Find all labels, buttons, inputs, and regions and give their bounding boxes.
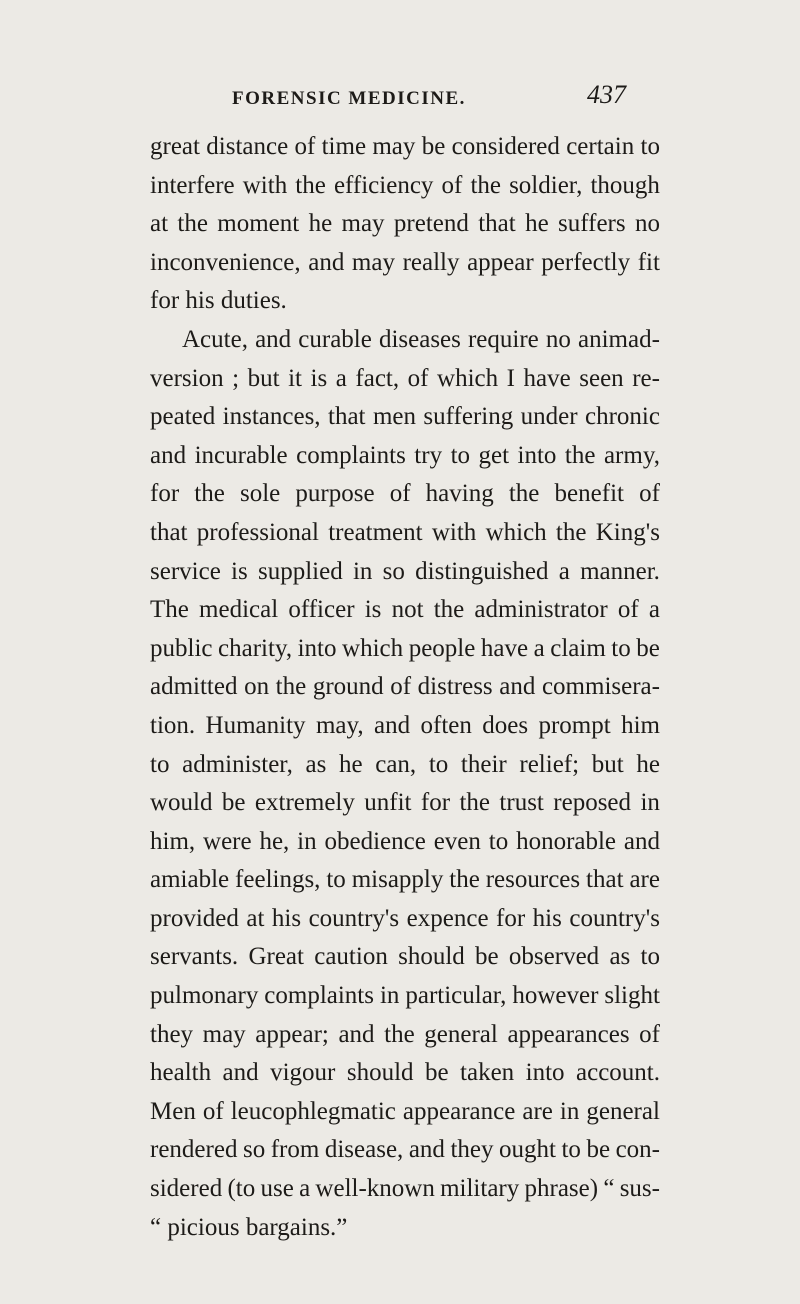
word: distance (206, 133, 289, 160)
word: should (398, 943, 465, 971)
word: considered (451, 133, 560, 160)
word: having (425, 480, 494, 508)
word: sus- (619, 1175, 660, 1203)
text-line (150, 514, 660, 553)
word: country's (569, 904, 660, 932)
word: even (433, 827, 481, 855)
word: with (242, 171, 288, 199)
text-line (150, 1054, 660, 1093)
word: resources (485, 866, 581, 894)
word: is (364, 596, 382, 624)
word: in (379, 982, 400, 1010)
word: taken (460, 1059, 515, 1087)
word: and (623, 827, 660, 855)
word: misapply (351, 866, 444, 894)
word: public (150, 634, 213, 662)
word: appearance (402, 1097, 516, 1125)
word: reposed (553, 789, 632, 817)
word: disease, (324, 1136, 404, 1164)
word: though (590, 171, 660, 199)
text-line (150, 591, 660, 630)
text-line (150, 746, 660, 785)
word: certain (566, 133, 635, 160)
word: it (288, 364, 303, 392)
word: for (420, 789, 451, 817)
word: health (150, 1059, 212, 1087)
word: appearances (507, 1020, 630, 1048)
word: administrator (474, 596, 608, 624)
text-line (150, 205, 660, 244)
word: and (338, 1020, 375, 1048)
word: a (648, 596, 660, 624)
word: army, (603, 441, 660, 469)
word: and (222, 1059, 259, 1087)
word: were (203, 827, 252, 855)
word: chronic (585, 403, 660, 431)
text-line (150, 1170, 660, 1209)
word: have (523, 364, 571, 392)
word: does (482, 711, 529, 739)
word: officer (288, 596, 355, 624)
text-line (150, 1093, 660, 1132)
word: try (414, 441, 443, 469)
word: feelings, (235, 866, 321, 894)
text-line (150, 360, 660, 399)
word: commisera- (541, 673, 660, 701)
word: he (308, 210, 333, 238)
word: Men (150, 1097, 196, 1125)
word: as (609, 943, 631, 971)
word: that (150, 518, 188, 546)
text-line (150, 321, 660, 360)
word: require (467, 325, 539, 353)
word: at (246, 904, 265, 932)
word: the (459, 789, 491, 817)
word: appear; (255, 1020, 329, 1048)
word: tion. (150, 711, 196, 739)
word: seen (579, 364, 624, 392)
word: people (408, 634, 476, 662)
word: servants. (150, 943, 239, 971)
word: I (506, 364, 515, 392)
word: in (640, 789, 660, 817)
word: sidered (150, 1175, 223, 1203)
word: be (421, 133, 446, 160)
word: not (391, 596, 424, 624)
word: benefit (554, 480, 624, 508)
word: may (351, 248, 395, 276)
word: fact, (355, 364, 400, 392)
word: often (420, 711, 472, 739)
word: is (231, 557, 248, 585)
text-line (150, 823, 660, 862)
word: and (374, 711, 411, 739)
word: a (299, 1175, 311, 1203)
word: him (621, 711, 660, 739)
word: purpose (295, 480, 375, 508)
running-head-title: FORENSIC MEDICINE. (232, 88, 466, 109)
word: of (441, 171, 463, 199)
text-line (150, 630, 660, 669)
word: well-known (315, 1175, 435, 1203)
word: pretend (393, 210, 469, 238)
word: pulmonary (150, 982, 259, 1010)
word: which (342, 634, 404, 662)
word: (to (227, 1175, 256, 1203)
word: to (561, 1136, 581, 1164)
text-line (150, 553, 660, 592)
word: expence (406, 904, 489, 932)
word: King's (595, 518, 660, 546)
word: and (255, 325, 292, 353)
word: incurable (194, 441, 288, 469)
word: honorable (516, 827, 617, 855)
word: into (297, 634, 337, 662)
word: the (564, 441, 596, 469)
text-line (150, 128, 660, 167)
word: fit (637, 248, 660, 276)
word: be (424, 1059, 449, 1087)
word: the (555, 518, 587, 546)
word: however (512, 982, 599, 1010)
word: he (338, 750, 363, 778)
word: really (402, 248, 460, 276)
word: the (449, 866, 480, 894)
word: curable (298, 325, 372, 353)
word: a (558, 557, 570, 585)
word: a (335, 364, 347, 392)
word: is (310, 364, 328, 392)
word: complaints (264, 982, 374, 1010)
word: as (305, 750, 327, 778)
word: great (150, 133, 200, 160)
word: of (202, 1097, 224, 1125)
text-line (150, 861, 660, 900)
word: to (150, 750, 170, 778)
word: to (640, 133, 660, 160)
word: for (150, 480, 180, 508)
word: in (297, 827, 317, 855)
word: to (428, 750, 449, 778)
running-head (0, 80, 800, 120)
text-line (150, 1131, 660, 1170)
word: suffering (423, 403, 514, 431)
word: may, (315, 711, 364, 739)
word: medical (199, 596, 279, 624)
word: his (271, 904, 302, 932)
word: relief; (519, 750, 580, 778)
word: moment (217, 210, 300, 238)
word: the (384, 1020, 415, 1048)
word: general (424, 1020, 498, 1048)
word: men (372, 403, 416, 431)
word: ; (232, 364, 240, 392)
word: provided (150, 904, 239, 932)
word: may (341, 210, 385, 238)
word: sole (239, 480, 281, 508)
word: professional (196, 518, 319, 546)
word: diseases (378, 325, 461, 353)
word: in (559, 1097, 580, 1125)
word: his (532, 904, 562, 932)
text-line: “ picious bargains.” (150, 1213, 348, 1241)
word: him, (150, 827, 196, 855)
word: phrase) (524, 1175, 599, 1203)
body-text (150, 128, 660, 1247)
word: general (586, 1097, 660, 1125)
word: the (433, 596, 465, 624)
word: account. (576, 1059, 660, 1087)
word: have (480, 634, 529, 662)
word: animad- (578, 325, 660, 353)
word: suffers (558, 210, 626, 238)
word: but (247, 364, 280, 392)
word: unfit (364, 789, 412, 817)
word: particular, (405, 982, 507, 1010)
word: are (522, 1097, 553, 1125)
word: no (545, 325, 571, 353)
word: get (478, 441, 510, 469)
word: with (431, 518, 477, 546)
word: re- (632, 364, 660, 392)
word: leucophlegmatic (230, 1097, 396, 1125)
word: admitted (150, 673, 238, 701)
word: may (202, 1020, 246, 1048)
word: that (328, 403, 366, 431)
word: that (586, 866, 624, 894)
word: claim (550, 634, 606, 662)
word: amiable (150, 866, 230, 894)
word: he, (259, 827, 290, 855)
word: the (470, 171, 501, 199)
word: Acute, (182, 325, 248, 353)
word: in (352, 557, 373, 585)
word: are (629, 866, 660, 894)
word: should (346, 1059, 414, 1087)
word: administer, (182, 750, 293, 778)
word: a (533, 634, 545, 662)
text-line (150, 475, 660, 514)
word: the (508, 480, 540, 508)
text-line (150, 977, 660, 1016)
text-line (150, 437, 660, 476)
word: country's (308, 904, 400, 932)
word: they (450, 1136, 494, 1164)
word: of (389, 480, 411, 508)
word: be (475, 943, 499, 971)
page-number: 437 (587, 80, 626, 109)
word: to (326, 866, 346, 894)
word: which (437, 364, 499, 392)
text-line: for his duties. (150, 287, 287, 315)
word: obedience (324, 827, 426, 855)
word: for (496, 904, 526, 932)
word: at (150, 210, 169, 238)
text-line (150, 398, 660, 437)
word: from (270, 1136, 320, 1164)
word: and (408, 1136, 445, 1164)
text-line (150, 707, 660, 746)
word: peated (150, 403, 216, 431)
word: the (275, 673, 307, 701)
word: ground (312, 673, 384, 701)
word: vigour (270, 1059, 336, 1087)
word: military (440, 1175, 520, 1203)
word: instances, (222, 403, 321, 431)
word: The (150, 596, 189, 624)
word: time (321, 133, 367, 160)
word: appear (467, 248, 534, 276)
word: complaints (296, 441, 406, 469)
word: no (634, 210, 660, 238)
word: use (260, 1175, 294, 1203)
word: into (517, 441, 557, 469)
word: interfere (150, 171, 235, 199)
word: to (611, 634, 631, 662)
text-line (150, 167, 660, 206)
word: rendered (150, 1136, 238, 1164)
word: treatment (328, 518, 423, 546)
word: trust (499, 789, 544, 817)
word: ought (499, 1136, 556, 1164)
word: supplied (257, 557, 343, 585)
text-line (150, 900, 660, 939)
word: he (636, 750, 660, 778)
text-line (150, 1016, 660, 1055)
word: so (382, 557, 405, 585)
word: efficiency (333, 171, 434, 199)
word: slight (604, 982, 660, 1010)
word: the (194, 480, 225, 508)
word: but (591, 750, 624, 778)
word: caution (314, 943, 388, 971)
word: of (407, 364, 429, 392)
word: and (308, 248, 345, 276)
word: he (525, 210, 549, 238)
text-line (150, 938, 660, 977)
word: perfectly (541, 248, 631, 276)
word: they (150, 1020, 194, 1048)
word: the (177, 210, 208, 238)
word: soldier, (509, 171, 583, 199)
word: Humanity (205, 711, 306, 739)
word: manner. (580, 557, 660, 585)
word: of (294, 133, 316, 160)
word: distinguished (415, 557, 549, 585)
word: observed (508, 943, 600, 971)
word: which (485, 518, 547, 546)
word: be (221, 789, 246, 817)
word: the (295, 171, 326, 199)
text-line (150, 668, 660, 707)
word: of (639, 480, 660, 508)
word: can, (375, 750, 417, 778)
word: distress (417, 673, 493, 701)
word: their (460, 750, 507, 778)
word: into (525, 1059, 565, 1087)
text-line (150, 244, 660, 283)
word: extremely (254, 789, 355, 817)
word: of (617, 596, 639, 624)
word: may (372, 133, 416, 160)
word: would (150, 789, 213, 817)
word: so (242, 1136, 266, 1164)
word: inconvenience, (150, 248, 301, 276)
word: be (586, 1136, 611, 1164)
word: under (520, 403, 578, 431)
word: “ (603, 1175, 615, 1203)
word: con- (615, 1136, 660, 1164)
word: Great (248, 943, 304, 971)
word: service (150, 557, 221, 585)
word: of (390, 673, 412, 701)
word: of (639, 1020, 660, 1048)
word: version (150, 364, 224, 392)
word: to (488, 827, 509, 855)
word: and (150, 441, 187, 469)
word: to (640, 943, 660, 971)
word: be (636, 634, 660, 662)
text-line (150, 784, 660, 823)
word: on (244, 673, 270, 701)
word: prompt (538, 711, 611, 739)
word: and (499, 673, 536, 701)
word: to (450, 441, 471, 469)
word: charity, (218, 634, 293, 662)
word: that (478, 210, 516, 238)
